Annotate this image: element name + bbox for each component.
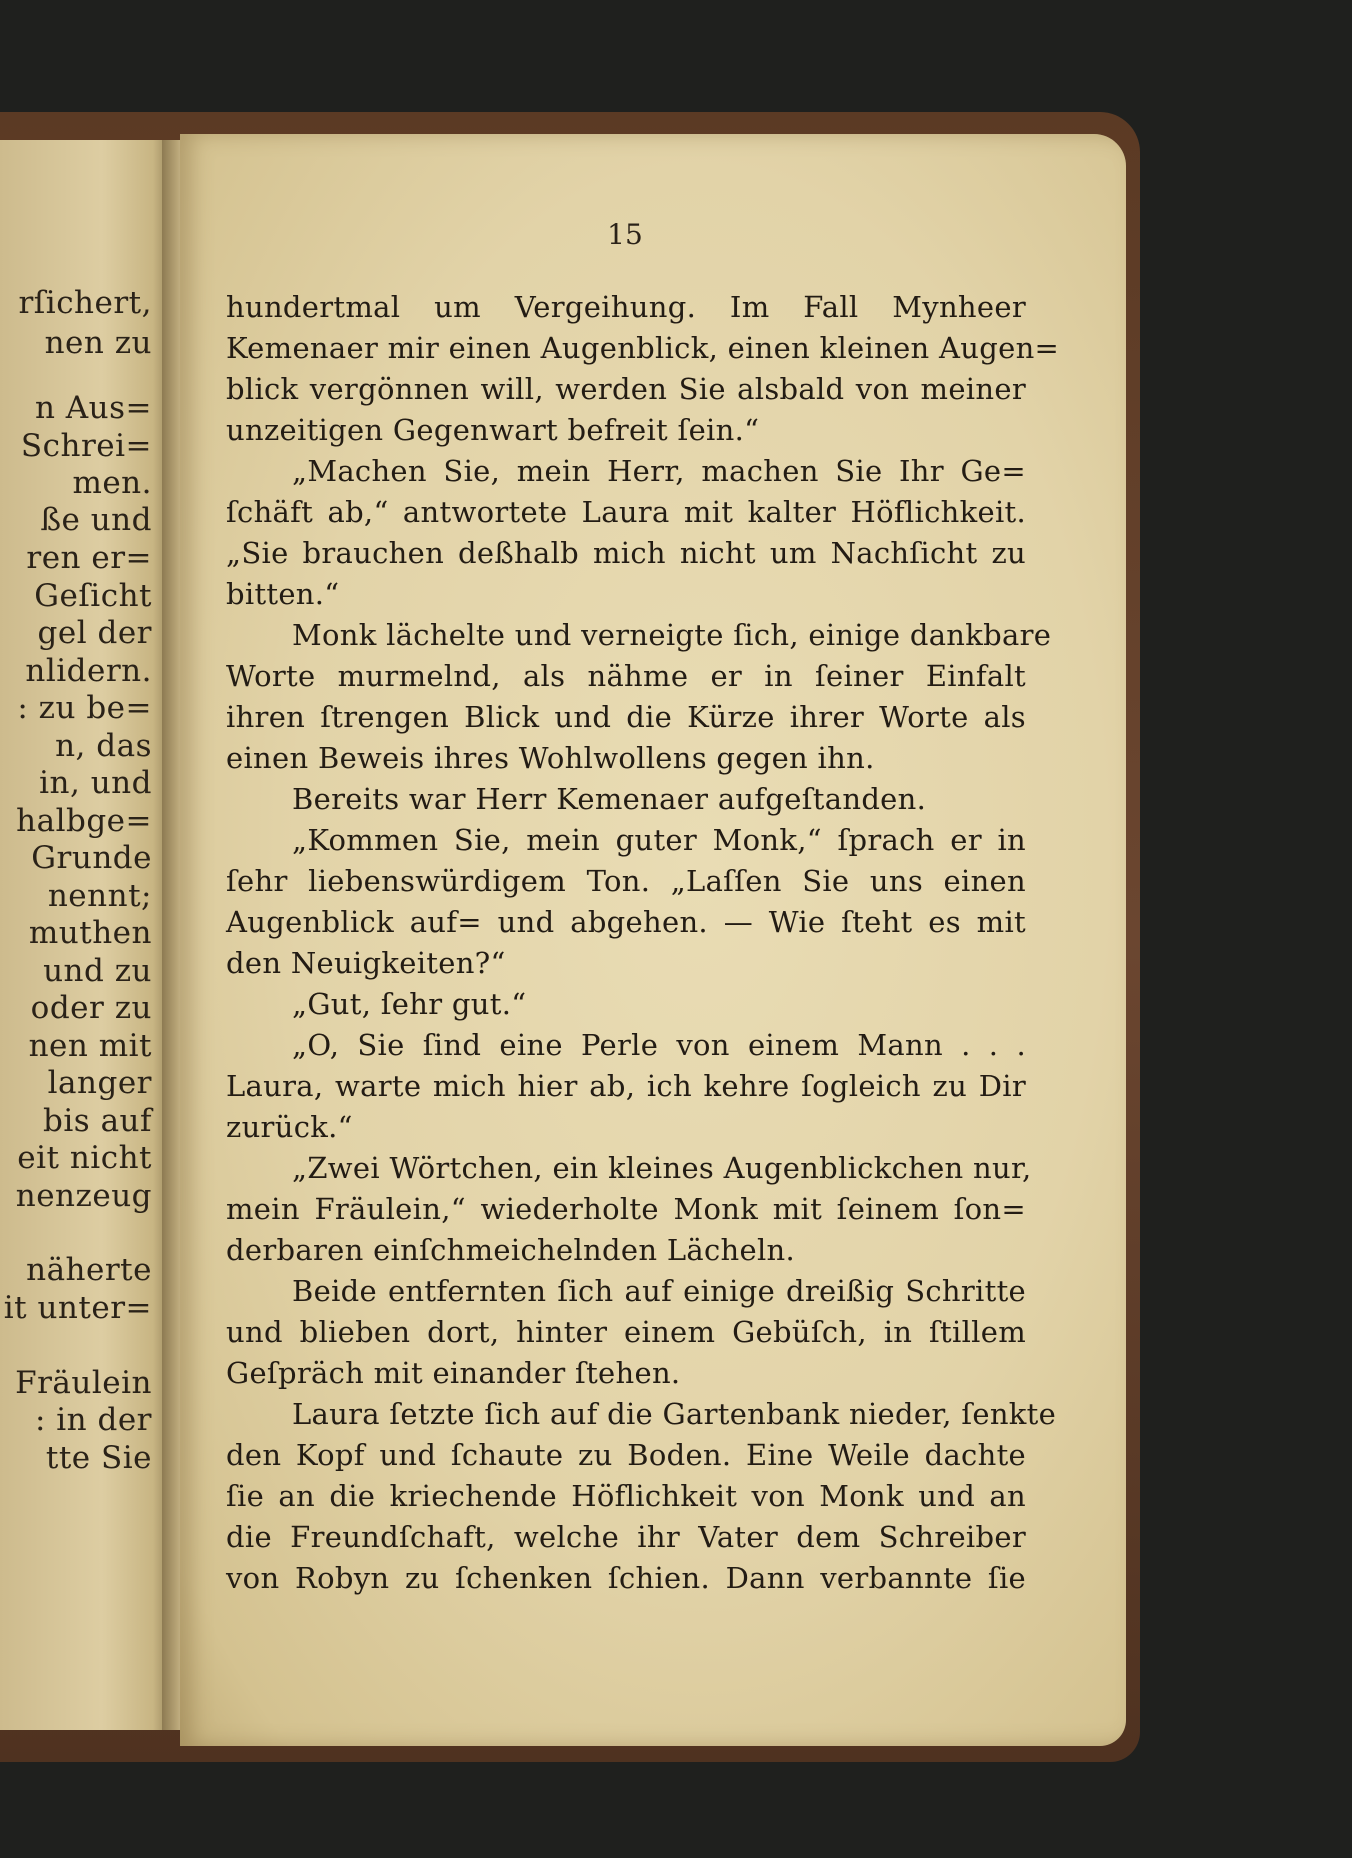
left-page-line: Geſicht: [34, 578, 152, 614]
left-page-line: nen zu: [44, 325, 152, 361]
left-page-line: bis auf: [43, 1103, 152, 1139]
left-page-line: men.: [72, 465, 152, 501]
text-line: derbaren einſchmeichelnden Lächeln.: [226, 1233, 796, 1267]
text-line: den Neuigkeiten?“: [226, 946, 506, 980]
text-line: von Robyn zu ſchenken ſchien. Dann verbannte ſie: [226, 1561, 1026, 1595]
text-line: unzeitigen Gegenwart befreit ſein.“: [226, 413, 760, 447]
left-page-line: : in der: [34, 1402, 152, 1438]
text-line: Bereits war Herr Kemenaer aufgeſtanden.: [292, 782, 927, 816]
text-line: blick vergönnen will, werden Sie alsbald von meiner: [226, 372, 1026, 406]
text-line: ihren ſtrengen Blick und die Kürze ihrer Worte als: [226, 700, 1026, 734]
left-page-line: ren er=: [26, 540, 152, 576]
left-page-line: it unter=: [3, 1290, 152, 1326]
left-page-line: näherte: [26, 1252, 152, 1288]
text-line: „O, Sie ſind eine Perle von einem Mann . . .: [292, 1028, 1026, 1062]
text-line: einen Beweis ihres Wohlwollens gegen ihn.: [226, 741, 875, 775]
text-line: „Kommen Sie, mein guter Monk,“ ſprach er in: [292, 823, 1026, 857]
left-page-line: nenzeug: [15, 1178, 152, 1214]
left-page-line: n, das: [55, 728, 152, 764]
text-line: „Machen Sie, mein Herr, machen Sie Ihr Ge=: [292, 454, 1026, 488]
left-page-line: nennt;: [47, 878, 152, 914]
text-line: Monk lächelte und verneigte ſich, einige dankbare: [292, 618, 1052, 652]
text-line: Augenblick auf= und abgehen. — Wie ſteht es mit: [226, 905, 1026, 939]
left-page-line: tte Sie: [45, 1440, 152, 1476]
left-page-line: : zu be=: [17, 690, 152, 726]
text-line: Worte murmelnd, als nähme er in ſeiner Einfalt: [226, 659, 1026, 693]
text-line: bitten.“: [226, 577, 340, 611]
left-page-line: Grunde: [31, 840, 152, 876]
text-line: die Freundſchaft, welche ihr Vater dem Schreiber: [226, 1520, 1026, 1554]
left-page-line: in, und: [39, 765, 152, 801]
text-line: ſie an die kriechende Höflichkeit von Monk und an: [226, 1479, 1026, 1513]
text-line: mein Fräulein,“ wiederholte Monk mit ſeinem ſon=: [226, 1192, 1026, 1226]
left-page-line: n Aus=: [34, 390, 152, 426]
text-line: hundertmal um Vergeihung. Im Fall Mynheer: [226, 290, 1026, 324]
text-line: „Gut, ſehr gut.“: [292, 987, 527, 1021]
text-line: „Sie brauchen deßhalb mich nicht um Nachſicht zu: [226, 536, 1026, 570]
left-page-line: nen mit: [28, 1028, 152, 1064]
text-line: Kemenaer mir einen Augenblick, einen kleinen Augen=: [226, 331, 1060, 365]
text-line: Geſpräch mit einander ſtehen.: [226, 1356, 681, 1390]
text-line: ſchäft ab,“ antwortete Laura mit kalter Höflichkeit.: [226, 495, 1026, 529]
left-page-line: langer: [47, 1065, 152, 1101]
page-text-block: [226, 287, 1060, 1599]
left-page-line: nlidern.: [25, 653, 152, 689]
text-line: Laura ſetzte ſich auf die Gartenbank nieder, ſenkte: [292, 1397, 1057, 1431]
left-page-line: halbge=: [16, 803, 152, 839]
text-line: zurück.“: [226, 1110, 353, 1144]
left-page-line: oder zu: [30, 990, 152, 1026]
left-page-line: gel der: [37, 615, 152, 651]
left-page-line: und zu: [43, 953, 152, 989]
left-page-line: ße und: [40, 502, 152, 538]
left-page-line: Fräulein: [15, 1365, 152, 1401]
left-page-line: muthen: [28, 915, 152, 951]
text-line: ſehr liebenswürdigem Ton. „Laſſen Sie uns einen: [226, 864, 1026, 898]
left-page: [0, 140, 170, 1730]
left-page-line: Schrei=: [20, 428, 152, 464]
left-page-line: eit nicht: [17, 1140, 152, 1176]
text-line: Laura, warte mich hier ab, ich kehre ſogleich zu Dir: [226, 1069, 1026, 1103]
text-line: Beide entfernten ſich auf einige dreißig Schritte: [292, 1274, 1026, 1308]
left-page-line: rſichert,: [18, 285, 152, 321]
page-number: 15: [607, 218, 643, 251]
text-line: „Zwei Wörtchen, ein kleines Augenblickchen nur,: [292, 1151, 1032, 1185]
text-line: und blieben dort, hinter einem Gebüſch, in ſtillem: [226, 1315, 1026, 1349]
text-line: den Kopf und ſchaute zu Boden. Eine Weile dachte: [226, 1438, 1026, 1472]
